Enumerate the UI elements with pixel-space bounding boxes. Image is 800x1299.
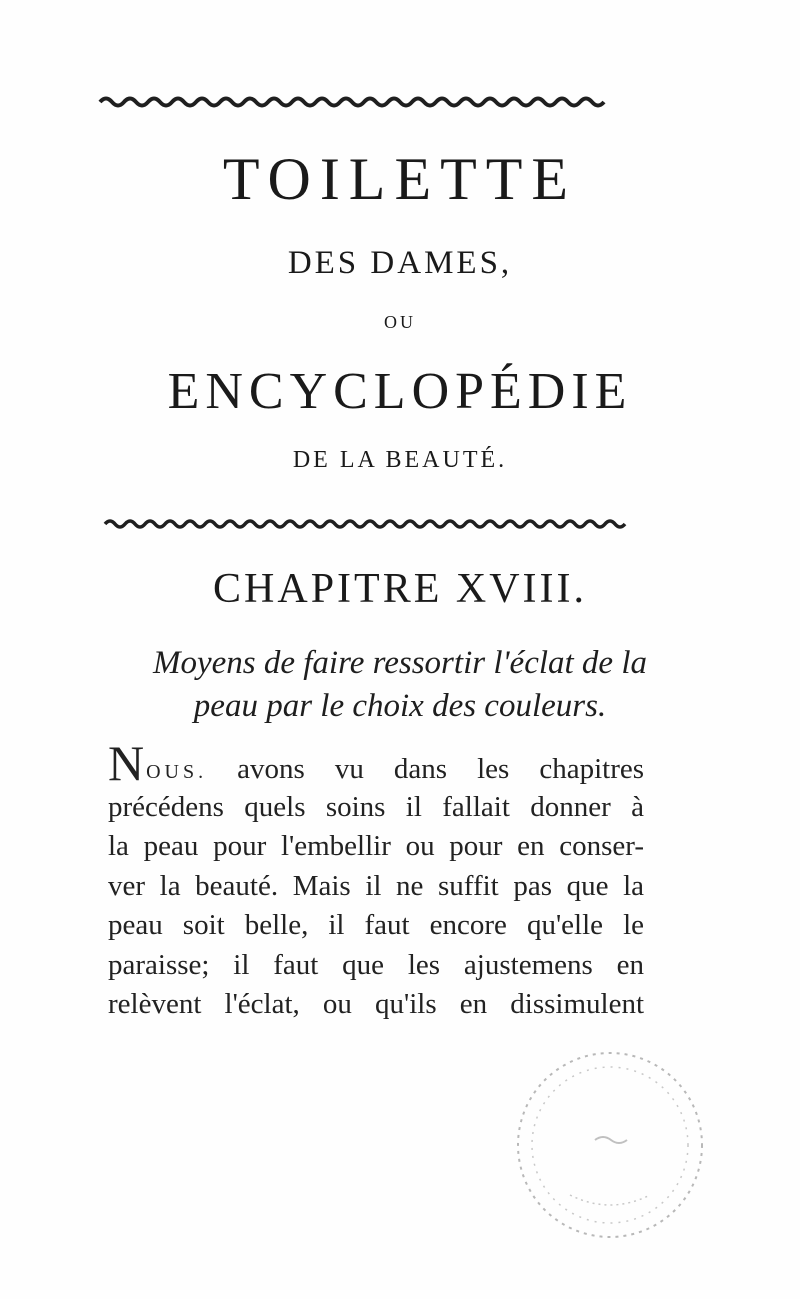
title-des-dames: DES DAMES, — [287, 245, 513, 281]
body-line-6: paraisse; il faut que les ajustemens en — [108, 948, 644, 981]
title-toilette: TOILETTE — [222, 146, 578, 212]
body-line-7: relèvent l'éclat, ou qu'ils en dissimulent — [108, 988, 644, 1020]
first-word-smallcaps: OUS. — [146, 761, 208, 783]
body-line-1 — [108, 735, 645, 791]
wavy-rule-icon — [0, 514, 800, 534]
dropcap-letter: N — [108, 735, 145, 791]
top-ornament-rule — [0, 92, 800, 112]
body-line-2: précédens quels soins il fallait donner à — [108, 790, 644, 823]
body-line-5: peau soit belle, il faut encore qu'elle le — [108, 909, 644, 941]
wavy-rule-icon — [0, 92, 800, 112]
body-paragraph — [108, 735, 645, 1025]
title-ou: OU — [384, 312, 416, 332]
library-stamp — [510, 1045, 710, 1245]
body-line-1-text: avons vu dans les chapitres — [237, 753, 645, 785]
chapter-subtitle-line-2: peau par le choix des couleurs. — [193, 688, 607, 724]
chapter-heading: CHAPITRE XVIII. — [213, 566, 587, 612]
middle-ornament-rule — [0, 514, 800, 534]
chapter-subtitle-line-1: Moyens de faire ressortir l'éclat de la — [152, 645, 648, 681]
stamp-icon — [510, 1045, 710, 1245]
body-line-3: la peau pour l'embellir ou pour en conser- — [108, 830, 644, 862]
title-encyclopedie: ENCYCLOPÉDIE — [167, 363, 633, 420]
title-de-la-beaute: DE LA BEAUTÉ. — [292, 447, 508, 473]
body-line-4: ver la beauté. Mais il ne suffit pas que la — [108, 869, 644, 902]
